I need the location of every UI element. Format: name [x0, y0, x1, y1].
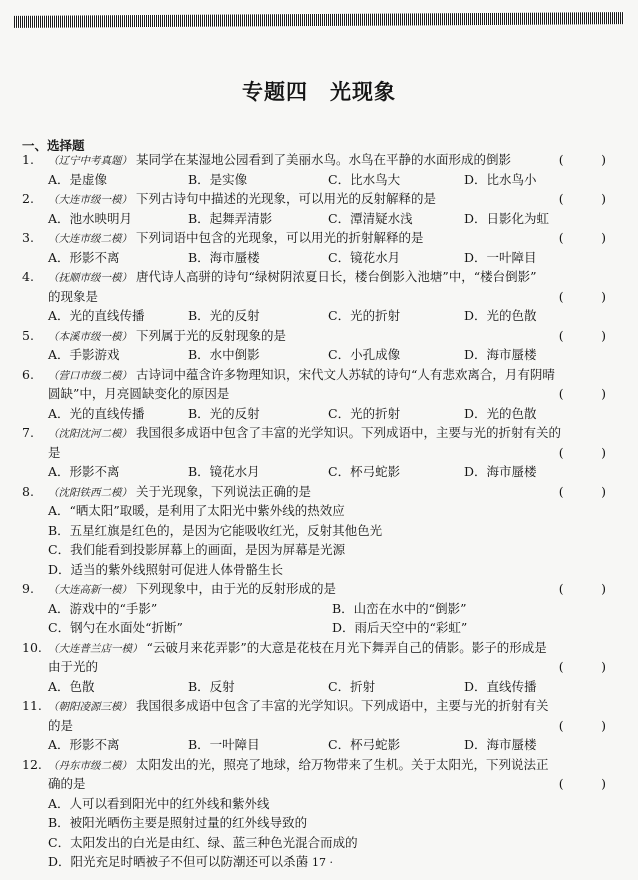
- answer-blank[interactable]: ( ): [558, 483, 606, 499]
- answer-blank[interactable]: ( ): [558, 191, 606, 206]
- question-source: （大连市级一模）: [48, 194, 132, 206]
- question-stem: 唐代诗人高骈的诗句“绿树阴浓夏日长，楼台倒影入池塘”中，“楼台倒影”: [136, 269, 537, 284]
- option-a: A．光的直线传播: [48, 308, 145, 323]
- question-source: （本溪市级一模）: [48, 330, 132, 343]
- question-2: [22, 189, 614, 228]
- question-stem: “云破月来花弄影”的大意是花枝在月光下舞弄自己的倩影。影子的形成是: [146, 639, 547, 655]
- option-d: D．一叶障目: [464, 249, 537, 265]
- question-11: [22, 696, 614, 755]
- question-number: 7.: [22, 425, 34, 440]
- question-1: [22, 150, 614, 189]
- option-b: B．水中倒影: [188, 347, 260, 362]
- question-3: [22, 228, 614, 267]
- question-6: [22, 365, 614, 424]
- option-c: C．小孔成像: [328, 347, 401, 362]
- question-source: （沈阳沈河二模）: [48, 428, 132, 440]
- question-10: [22, 638, 614, 697]
- option-a: A．池水映明月: [48, 210, 133, 226]
- answer-blank[interactable]: ( ): [558, 152, 606, 167]
- question-stem: 太阳发出的光，照亮了地球，给万物带来了生机。关于太阳光，下列说法正: [136, 756, 549, 772]
- answer-blank[interactable]: ( ): [558, 717, 606, 733]
- question-number: 4.: [22, 269, 34, 284]
- option-d: D．光的色散: [464, 405, 537, 421]
- question-number: 8.: [22, 483, 34, 499]
- answer-blank[interactable]: ( ): [558, 581, 606, 596]
- question-source: （沈阳铁西二模）: [48, 486, 132, 499]
- answer-blank[interactable]: ( ): [558, 659, 606, 674]
- question-source: （朝阳凌源三模）: [48, 701, 132, 713]
- option-b: B．山峦在水中的“倒影”: [332, 600, 467, 616]
- option-a: A．色散: [48, 678, 95, 694]
- section-heading: 一、选择题: [22, 138, 85, 153]
- option-c: C．光的折射: [328, 405, 401, 421]
- option-a: A．游戏中的“手影”: [48, 600, 158, 616]
- option-d: D．雨后天空中的“彩虹”: [332, 620, 468, 635]
- question-source: （大连高新一模）: [48, 584, 132, 596]
- option-c: C．杯弓蛇影: [328, 464, 401, 479]
- question-5: [22, 326, 614, 365]
- option-b: B．镜花水月: [188, 464, 260, 479]
- question-source: （大连市级二模）: [48, 233, 132, 245]
- option-c: C．杯弓蛇影: [328, 737, 401, 752]
- question-8: [22, 482, 614, 580]
- question-stem-continued: 确的是: [48, 776, 86, 791]
- option-d: D．直线传播: [464, 678, 537, 694]
- question-number: 5.: [22, 327, 34, 343]
- option-c: C．潭清疑水浅: [328, 210, 413, 226]
- option-a: A．是虚像: [48, 171, 108, 187]
- question-source: （抚顺市级一模）: [48, 272, 132, 284]
- option-c: C．比水鸟大: [328, 171, 401, 187]
- question-number: 1.: [22, 152, 34, 167]
- question-stem-continued: 是: [48, 444, 61, 460]
- question-source: （大连普兰店一模）: [48, 642, 143, 655]
- option-c: C．折射: [328, 678, 376, 694]
- question-stem: 下列现象中，由于光的反射形成的是: [136, 581, 337, 596]
- option-a: A．人可以看到阳光中的红外线和紫外线: [48, 795, 270, 811]
- answer-blank[interactable]: ( ): [558, 288, 606, 304]
- question-number: 10.: [22, 639, 42, 655]
- question-list: [22, 150, 614, 872]
- option-d: D．日影化为虹: [464, 210, 550, 226]
- option-b: B．起舞弄清影: [188, 210, 273, 226]
- question-number: 2.: [22, 191, 34, 206]
- option-c: C．我们能看到投影屏幕上的画面，是因为屏幕是光源: [48, 542, 346, 557]
- question-12: [22, 755, 614, 872]
- option-b: B．被阳光晒伤主要是照射过量的红外线导致的: [48, 815, 308, 830]
- question-stem-continued: 圆缺”中，月亮圆缺变化的原因是: [48, 386, 230, 401]
- answer-blank[interactable]: ( ): [558, 444, 606, 460]
- question-stem: 下列词语中包含的光现象，可以用光的折射解释的是: [136, 230, 424, 245]
- question-stem-continued: 由于光的: [48, 659, 99, 674]
- question-number: 3.: [22, 230, 34, 245]
- option-a: A．光的直线传播: [48, 405, 145, 421]
- question-stem: 古诗词中蕴含许多物理知识，宋代文人苏轼的诗句“人有悲欢离合，月有阴晴: [136, 366, 555, 382]
- option-b: B．光的反射: [188, 405, 260, 421]
- question-source: （辽宁中考真题）: [48, 155, 132, 167]
- question-stem-continued: 的是: [48, 717, 74, 733]
- question-stem: 下列属于光的反射现象的是: [136, 327, 287, 343]
- answer-blank[interactable]: ( ): [558, 776, 606, 791]
- answer-blank[interactable]: ( ): [558, 230, 606, 245]
- option-d: D．海市蜃楼: [464, 464, 537, 479]
- option-c: C．太阳发出的白光是由红、绿、蓝三种色光混合而成的: [48, 834, 358, 850]
- question-stem: 下列古诗句中描述的光现象，可以用光的反射解释的是: [136, 191, 437, 206]
- question-stem: 关于光现象，下列说法正确的是: [136, 483, 312, 499]
- answer-blank[interactable]: ( ): [558, 327, 606, 343]
- option-c: C．光的折射: [328, 308, 401, 323]
- option-d: D．适当的紫外线照射可促进人体骨骼生长: [48, 561, 284, 577]
- option-a: A．手影游戏: [48, 347, 120, 362]
- option-d: D．比水鸟小: [464, 171, 537, 187]
- answer-blank[interactable]: ( ): [558, 386, 606, 401]
- option-c: C．镜花水月: [328, 249, 401, 265]
- question-source: （营口市级二模）: [48, 369, 132, 382]
- option-d: D．光的色散: [464, 308, 537, 323]
- question-4: [22, 267, 614, 326]
- question-number: 6.: [22, 366, 34, 382]
- option-b: B．一叶障目: [188, 737, 260, 752]
- question-number: 9.: [22, 581, 34, 596]
- question-stem: 我国很多成语中包含了丰富的光学知识。下列成语中，主要与光的折射有关的: [136, 425, 562, 440]
- page-number: · 17 ·: [305, 856, 333, 869]
- page-title: 专题四 光现象: [242, 80, 396, 104]
- question-stem-continued: 的现象是: [48, 288, 99, 304]
- option-d: D．阳光充足时晒被子不但可以防潮还可以杀菌: [48, 854, 309, 869]
- option-b: B．五星红旗是红色的，是因为它能吸收红光，反射其他色光: [48, 522, 383, 538]
- option-b: B．光的反射: [188, 308, 260, 323]
- option-a: A．形影不离: [48, 464, 120, 479]
- option-b: B．反射: [188, 678, 235, 694]
- option-a: A．“晒太阳”取暖，是利用了太阳光中紫外线的热效应: [48, 503, 345, 518]
- option-d: D．海市蜃楼: [464, 737, 537, 752]
- top-decorative-band: [14, 12, 624, 28]
- question-9: [22, 579, 614, 638]
- option-b: B．是实像: [188, 171, 248, 187]
- option-b: B．海市蜃楼: [188, 249, 260, 265]
- option-d: D．海市蜃楼: [464, 347, 537, 362]
- question-source: （丹东市级二模）: [48, 759, 132, 772]
- question-7: [22, 423, 614, 482]
- question-stem: 我国很多成语中包含了丰富的光学知识。下列成语中，主要与光的折射有关: [136, 698, 549, 713]
- option-a: A．形影不离: [48, 249, 120, 265]
- question-number: 11.: [22, 698, 42, 713]
- option-a: A．形影不离: [48, 737, 120, 752]
- question-stem: 某同学在某湿地公园看到了美丽水鸟。水鸟在平静的水面形成的倒影: [136, 152, 512, 167]
- option-c: C．钢勺在水面处“折断”: [48, 620, 183, 635]
- question-number: 12.: [22, 756, 42, 772]
